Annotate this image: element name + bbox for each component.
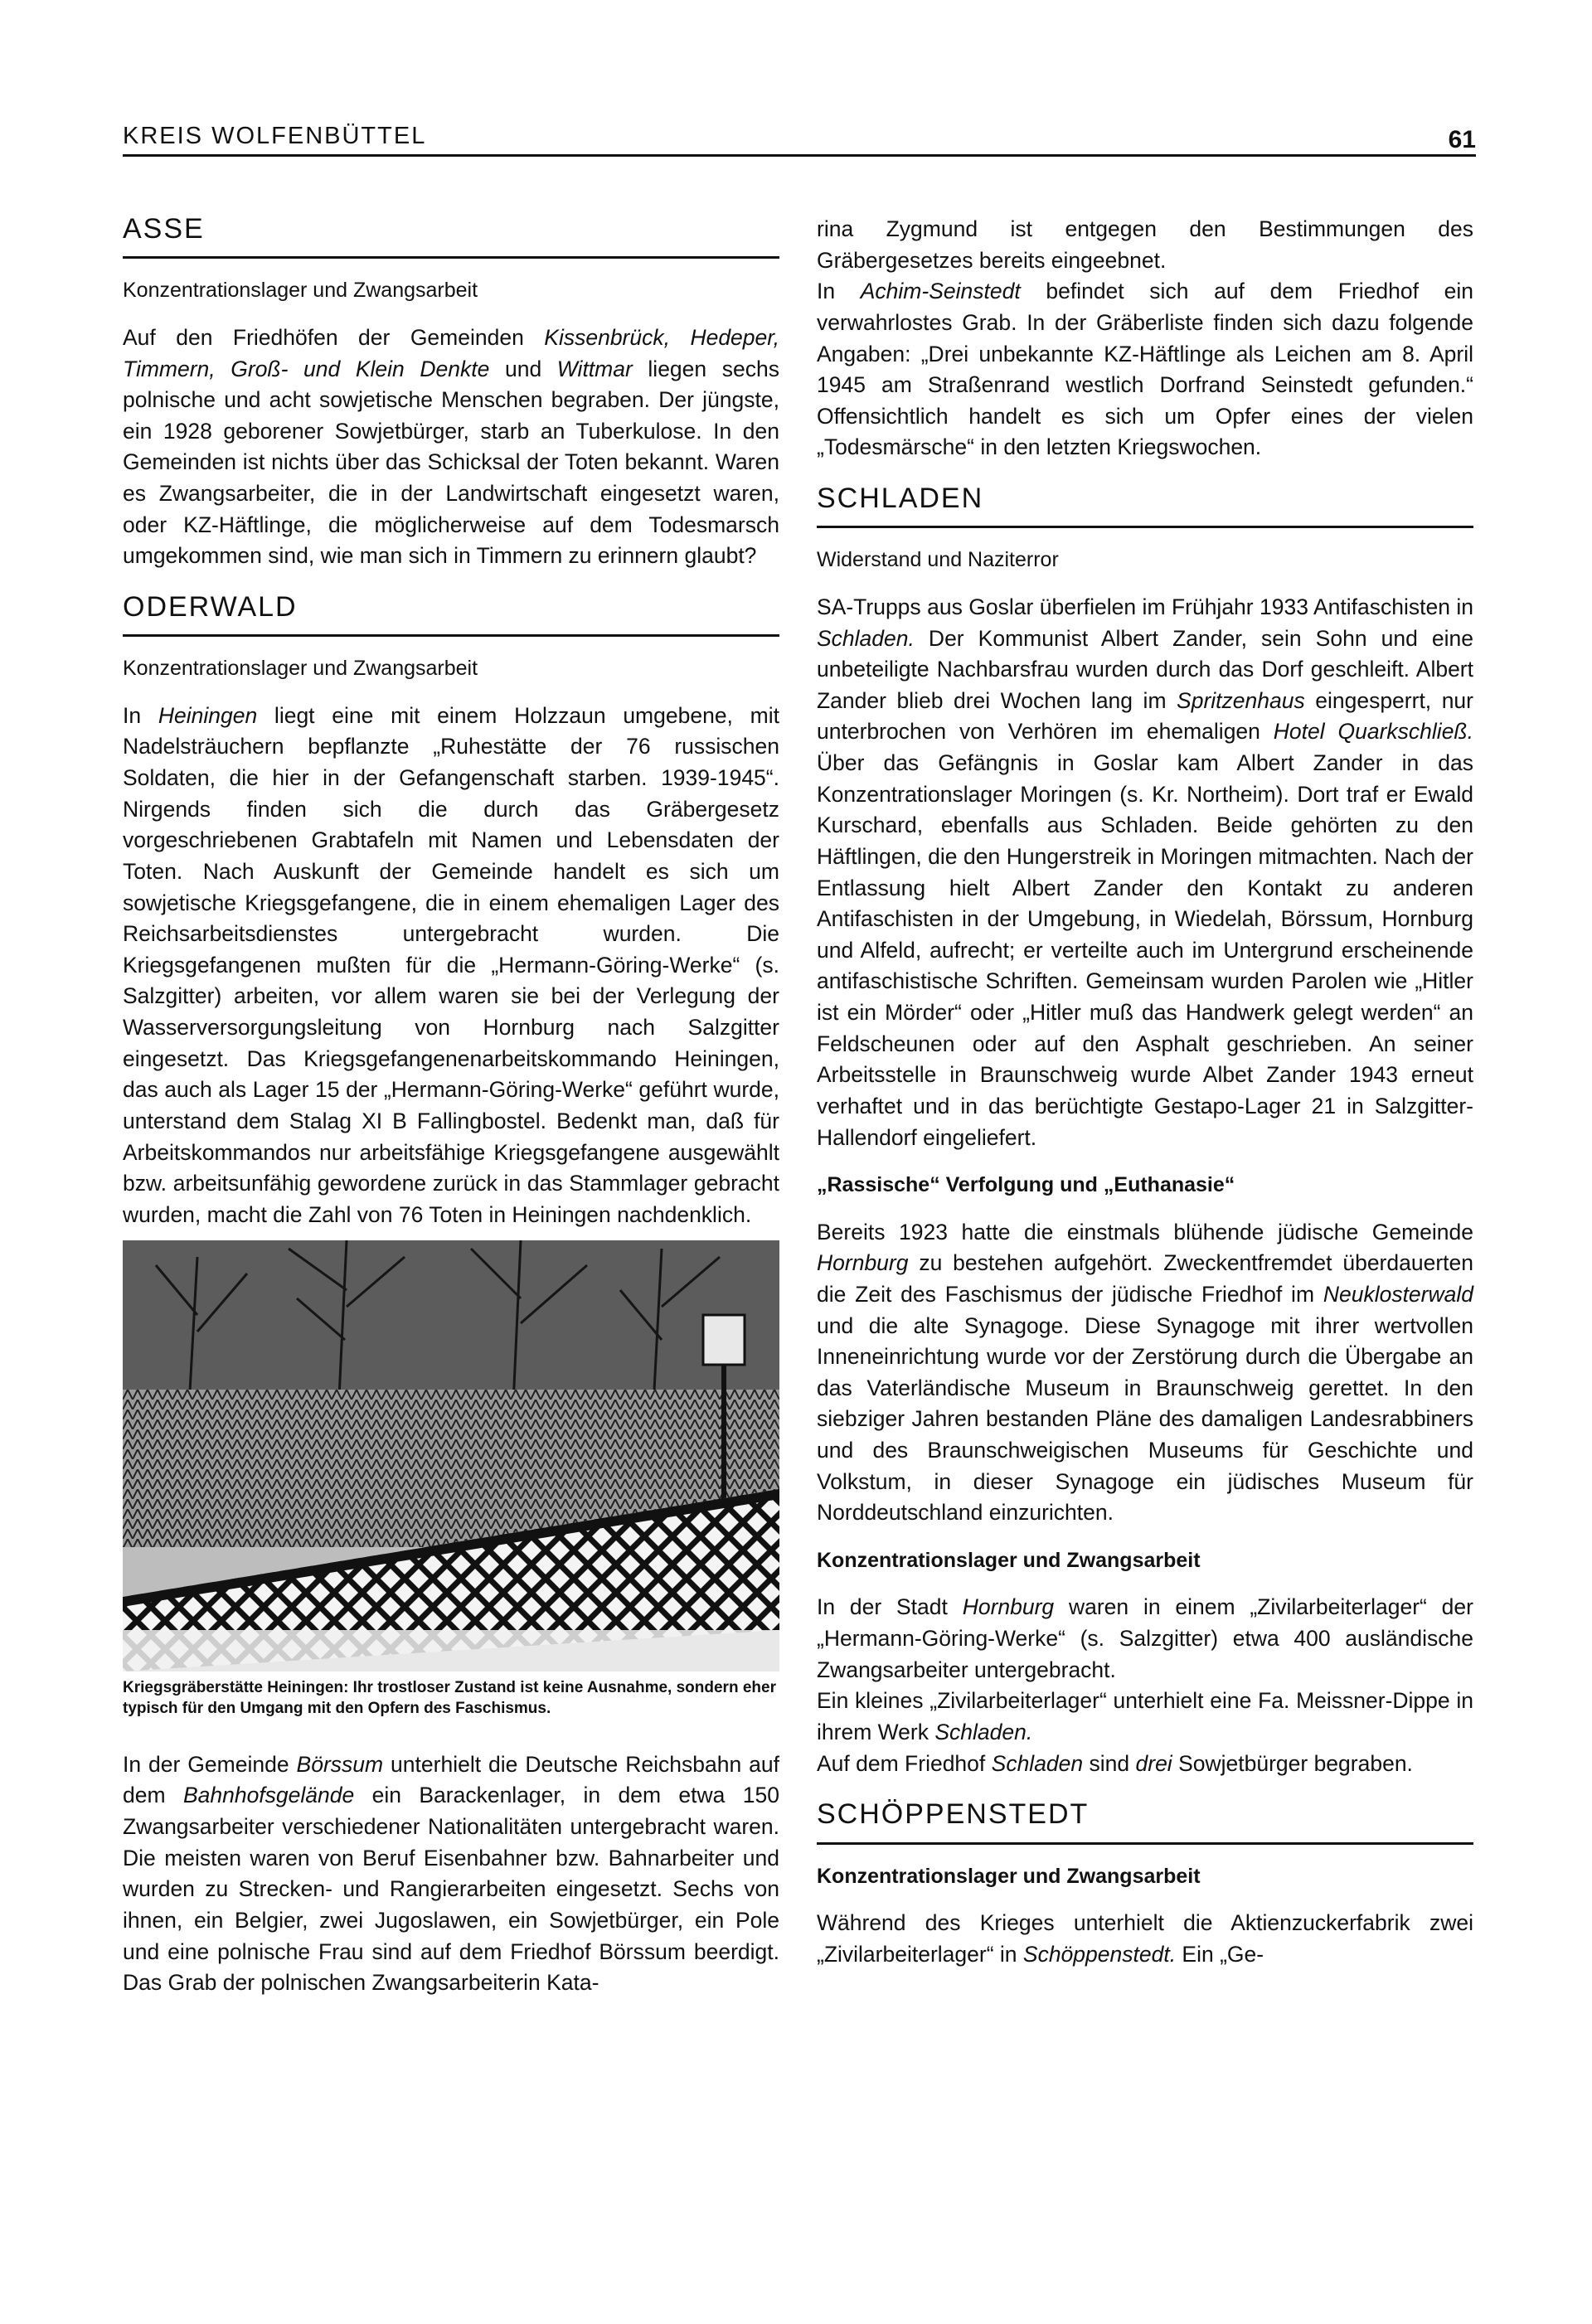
schladen-paragraph-persecution: Bereits 1923 hatte die einstmals blühende jüdische Gemeinde Hornburg zu bestehen aufgehört. Zweckentfremdet überdauerten die Zeit des Faschismus der jüdische Friedhof im Neuklosterwald und die alte Synagoge. Diese Synagoge mit ihrer wertvollen Inneneinrichtung wurde vor der Zerstörung durch die Übergabe an das Vaterländische Museum in Braunschweig gerettet. In den siebziger Jahren bestanden Pläne des damaligen Landesrabbiners und des Braunschweigischen Museums für Geschichte und Volkstum, in dieser Synagoge ein jüdisches Museum für Norddeutschland einzurichten.	[817, 1219, 1473, 1526]
schladen-paragraph-meissner: Ein kleines „Zivilarbeiterlager“ unterhielt eine Fa. Meissner-Dippe in ihrem Werk Schladen.	[817, 1688, 1473, 1744]
oderwald-paragraph: In Heiningen liegt eine mit einem Holzzaun umgebene, mit Nadelsträuchern bepflanzte „Ruhestätte der 76 russischen Soldaten, die hier in der Gefangenschaft starben. 1939-1945“. Nirgends finden sich die durch das Gräbergesetz vorgeschriebenen Grabtafeln mit Namen und Lebensdaten der Toten. Nach Auskunft der Gemeinde handelt es sich um sowjetische Kriegsgefangene, die in einem ehemaligen Lager des Reichsarbeitsdienstes untergebracht wurden. Die Kriegsgefangenen mußten für die „Hermann-Göring-Werke“ (s. Salzgitter) arbeiten, vor allem waren sie bei der Verlegung der Wasserversorgungsleitung von Hornburg nach Salzgitter eingesetzt. Das Kriegsgefangenenarbeitskommando Heiningen, das auch als Lager 15 der „Hermann-Göring-Werke“ geführt wurde, unterstand dem Stalag XI B Fallingbostel. Bedenkt man, daß für Arbeitskommandos nur arbeitsfähige Kriegsgefangene ausgewählt bzw. arbeitsunfähig gewordene zurück in das Stammlager gebracht wurden, macht die Zahl von 76 Toten in Heiningen nachdenklich.	[123, 702, 779, 1227]
section-title-schladen: SCHLADEN	[817, 483, 1473, 528]
schladen-paragraph-resistance: SA-Trupps aus Goslar überfielen im Frühjahr 1933 Antifaschisten in Schladen. Der Kommunist Albert Zander, sein Sohn und eine unbeteiligte Nachbarsfrau wurden durch das Dorf geschleift. Albert Zander blieb drei Wochen lang im Spritzenhaus eingesperrt, nur unterbrochen von Verhören im ehemaligen Hotel Quarkschließ. Über das Gefängnis in Goslar kam Albert Zander in das Konzentrationslager Moringen (s. Kr. Northeim). Dort traf er Ewald Kurschard, ebenfalls aus Schladen. Beide gehörten zu den Häftlingen, die den Hungerstreik in Moringen mitmachten. Nach der Entlassung hielt Albert Zander den Kontakt zu anderen Antifaschisten in der Umgebung, in Wiedelah, Börssum, Hornburg und Alfeld, aufrecht; er verteilte auch im Untergrund erscheinende antifaschistische Schriften. Gemeinsam wurden Parolen wie „Hitler ist ein Mörder“ oder „Hitler muß das Handwerk gelegt werden“ an Feldscheunen oder auf den Asphalt geschrieben. An seiner Arbeitsstelle in Braunschweig wurde Albet Zander 1943 erneut verhaftet und in das berüchtigte Gestapo-Lager 21 in Salzgitter-Hallendorf eingeliefert.	[817, 594, 1473, 1150]
continued-paragraph: rina Zygmund ist entgegen den Bestimmungen des Gräbergesetzes bereits eingeebnet.	[817, 216, 1473, 273]
cemetery-photo	[123, 1240, 779, 1671]
schladen-subtitle-persecution: „Rassische“ Verfolgung und „Euthanasie“	[817, 1173, 1235, 1197]
schladen-paragraph-graves: Auf dem Friedhof Schladen sind drei Sowjetbürger begraben.	[817, 1750, 1413, 1776]
schladen-subtitle-resistance: Widerstand und Naziterror	[817, 548, 1059, 572]
right-column	[817, 214, 1473, 1970]
schoeppenstedt-paragraph: Während des Krieges unterhielt die Aktienzuckerfabrik zwei „Zivilarbeiterlager“ in Schöppenstedt. Ein „Ge-	[817, 1910, 1473, 1967]
schoeppenstedt-subtitle: Konzentrationslager und Zwangsarbeit	[817, 1864, 1201, 1888]
asse-subtitle: Konzentrationslager und Zwangsarbeit	[123, 279, 478, 303]
section-title-asse: ASSE	[123, 214, 779, 259]
schladen-paragraph-hornburg: In der Stadt Hornburg waren in einem „Zivilarbeiterlager“ der „Hermann-Göring-Werke“ (s. Salzgitter) etwa 400 ausländische Zwangsarbeiter untergebracht.	[817, 1594, 1473, 1682]
section-title-schoeppenstedt: SCHÖPPENSTEDT	[817, 1799, 1473, 1844]
header-rule	[123, 154, 1476, 157]
seinstedt-paragraph: In Achim-Seinstedt befindet sich auf dem Friedhof ein verwahrlostes Grab. In der Gräberliste finden sich dazu folgende Angaben: „Drei unbekannte KZ-Häftlinge als Leichen am 8. April 1945 am Straßenrand westlich Dorfrand Seinstedt gefunden.“ Offensichtlich handelt es sich um Opfer eines der vielen „Todesmärsche“ in den letzten Kriegswochen.	[817, 279, 1473, 460]
running-head	[123, 123, 1476, 153]
asse-paragraph: Auf den Friedhöfen der Gemeinden Kissenbrück, Hedeper, Timmern, Groß- und Klein Denkte und Wittmar liegen sechs polnische und acht sowjetische Menschen begraben. Der jüngste, ein 1928 geborener Sowjetbürger, starb an Tuberkulose. In den Gemeinden ist nichts über das Schicksal der Toten bekannt. Waren es Zwangsarbeiter, die in der Landwirtschaft eingesetzt waren, oder KZ-Häftlinge, die möglicherweise auf dem Todesmarsch umgekommen sind, wie man sich in Timmern zu erinnern glaubt?	[123, 324, 779, 569]
running-title: KREIS WOLFENBÜTTEL	[123, 123, 427, 149]
section-title-oderwald: ODERWALD	[123, 592, 779, 637]
page-number: 61	[1448, 126, 1476, 153]
schladen-subtitle-camps: Konzentrationslager und Zwangsarbeit	[817, 1548, 1201, 1572]
oderwald-subtitle: Konzentrationslager und Zwangsarbeit	[123, 657, 478, 681]
left-column	[123, 214, 779, 1999]
boerssum-paragraph: In der Gemeinde Börssum unterhielt die Deutsche Reichsbahn auf dem Bahnhofsgelände ein Barackenlager, in dem etwa 150 Zwangsarbeiter verschiedener Nationalitäten untergebracht waren. Die meisten waren von Beruf Eisenbahner bzw. Bahnarbeiter und wurden zu Strecken- und Rangierarbeiten eingesetzt. Sechs von ihnen, ein Belgier, zwei Jugoslawen, ein Sowjetbürger, ein Pole und eine polnische Frau sind auf dem Friedhof Börssum beerdigt. Das Grab der polnischen Zwangsarbeiterin Kata-	[123, 1751, 779, 1996]
photo-caption: Kriegsgräberstätte Heiningen: Ihr trostloser Zustand ist keine Ausnahme, sondern eher typisch für den Umgang mit den Opfern des Faschismus.	[123, 1679, 776, 1718]
